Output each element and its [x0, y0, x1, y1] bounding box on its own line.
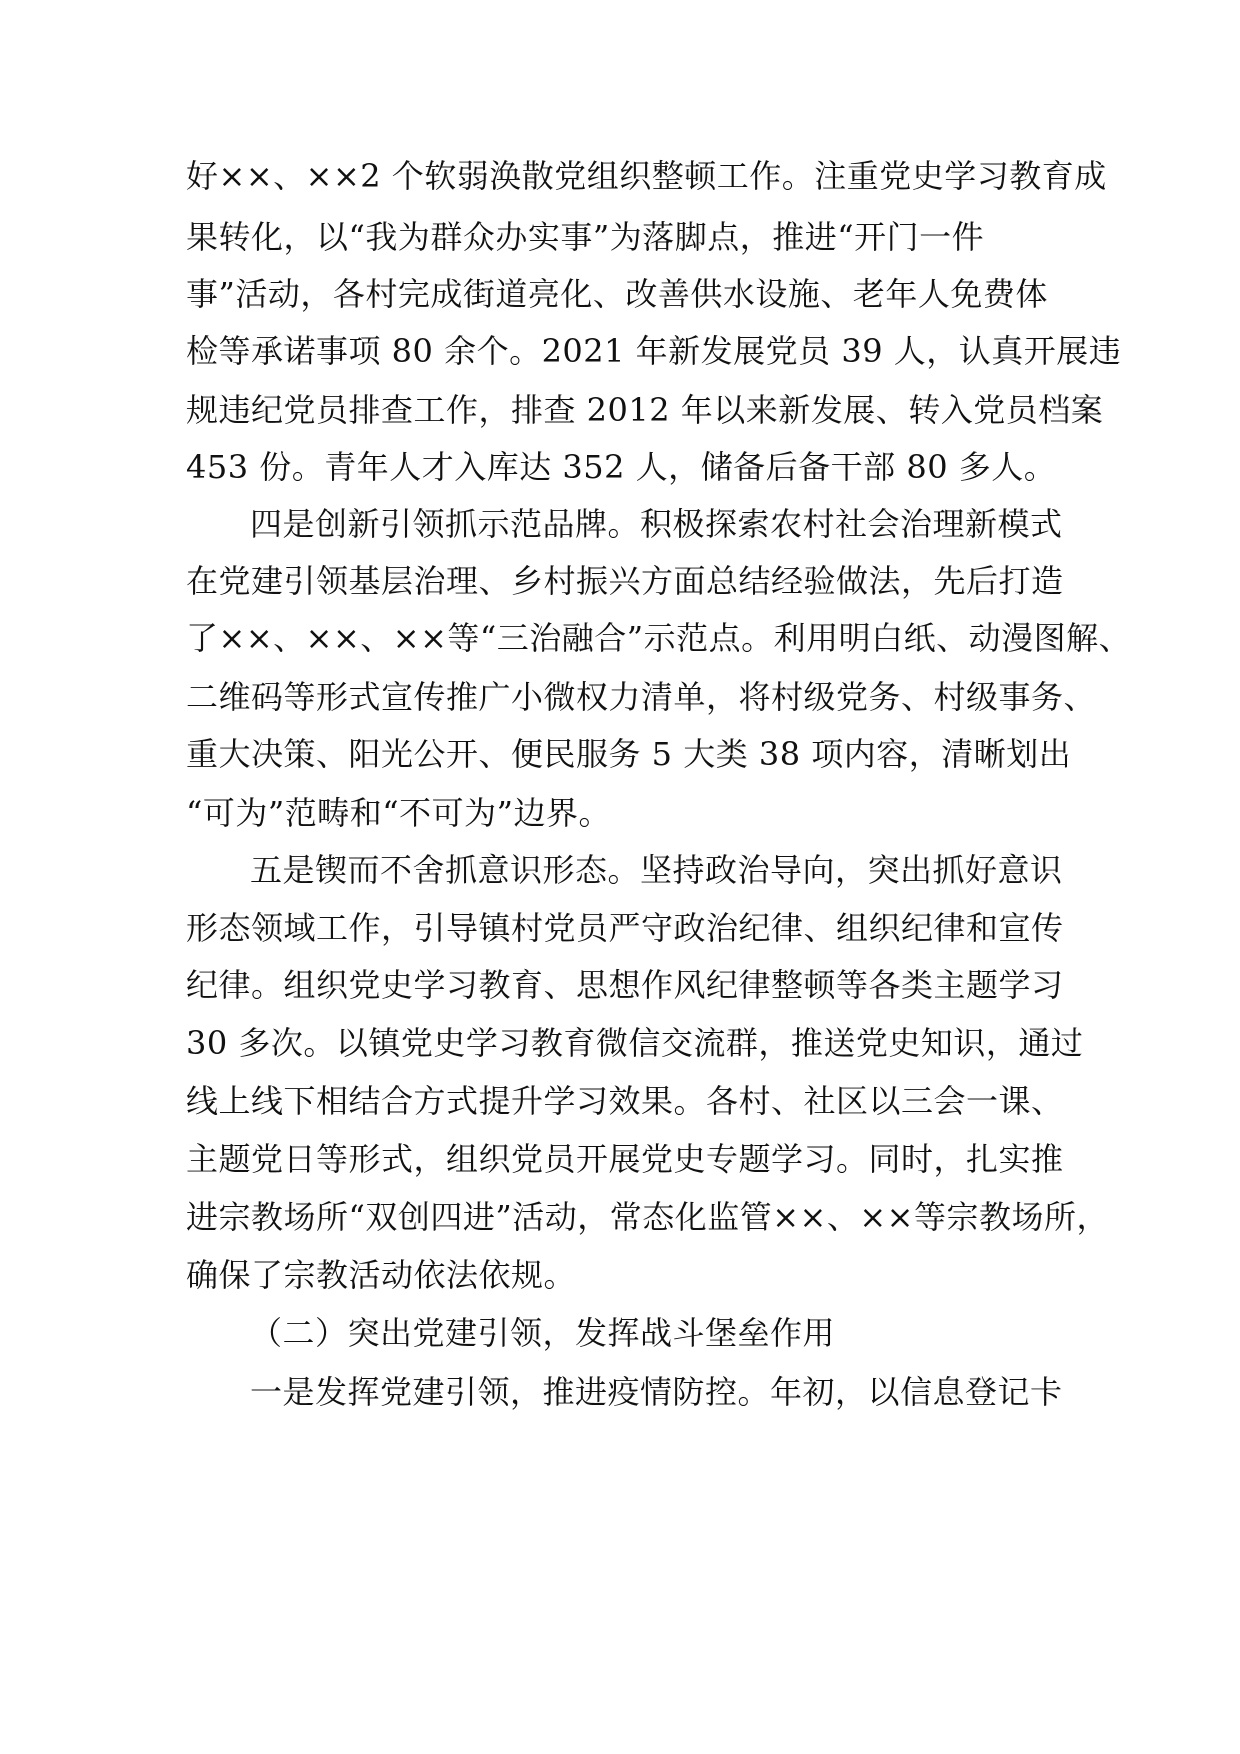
- text-line-3: 事”活动，各村完成街道亮化、改善供水设施、老年人免费体: [186, 275, 1048, 313]
- text-line-11: 重大决策、阳光公开、便民服务 5 大类 38 项内容，清晰划出: [186, 735, 1072, 773]
- text-line-2: 果转化，以“我为群众办实事”为落脚点，推进“开门一件: [186, 218, 985, 256]
- text-line-6: 453 份。青年人才入库达 352 人，储备后备干部 80 多人。: [186, 448, 1057, 486]
- text-line-1: 好××、××2 个软弱涣散党组织整顿工作。注重党史学习教育成: [186, 157, 1107, 195]
- text-line-19: 进宗教场所“双创四进”活动，常态化监管××、××等宗教场所，: [186, 1198, 1109, 1236]
- paragraph-four-start: 四是创新引领抓示范品牌。积极探索农村社会治理新模式: [250, 505, 1063, 543]
- text-line-5: 规违纪党员排查工作，排查 2012 年以来新发展、转入党员档案: [186, 391, 1104, 429]
- paragraph-five-start: 五是锲而不舍抓意识形态。坚持政治导向，突出抓好意识: [250, 851, 1063, 889]
- text-line-9: 了××、××、××等“三治融合”示范点。利用明白纸、动漫图解、: [186, 619, 1132, 657]
- text-line-15: 纪律。组织党史学习教育、思想作风纪律整顿等各类主题学习: [186, 966, 1064, 1004]
- text-line-17: 线上线下相结合方式提升学习效果。各村、社区以三会一课、: [186, 1082, 1064, 1120]
- text-line-16: 30 多次。以镇党史学习教育微信交流群，推送党史知识，通过: [186, 1024, 1084, 1062]
- text-line-4: 检等承诺事项 80 余个。2021 年新发展党员 39 人，认真开展违: [186, 332, 1122, 370]
- text-line-18: 主题党日等形式，组织党员开展党史专题学习。同时，扎实推: [186, 1140, 1064, 1178]
- text-line-12: “可为”范畴和“不可为”边界。: [186, 794, 611, 832]
- section-heading: （二）突出党建引领，发挥战斗堡垒作用: [250, 1314, 836, 1352]
- text-line-20: 确保了宗教活动依法依规。: [186, 1256, 577, 1294]
- text-line-8: 在党建引领基层治理、乡村振兴方面总结经验做法，先后打造: [186, 562, 1064, 600]
- text-line-14: 形态领域工作，引导镇村党员严守政治纪律、组织纪律和宣传: [186, 909, 1064, 947]
- text-line-10: 二维码等形式宣传推广小微权力清单，将村级党务、村级事务、: [186, 678, 1097, 716]
- paragraph-one-start: 一是发挥党建引领，推进疫情防控。年初，以信息登记卡: [250, 1373, 1063, 1411]
